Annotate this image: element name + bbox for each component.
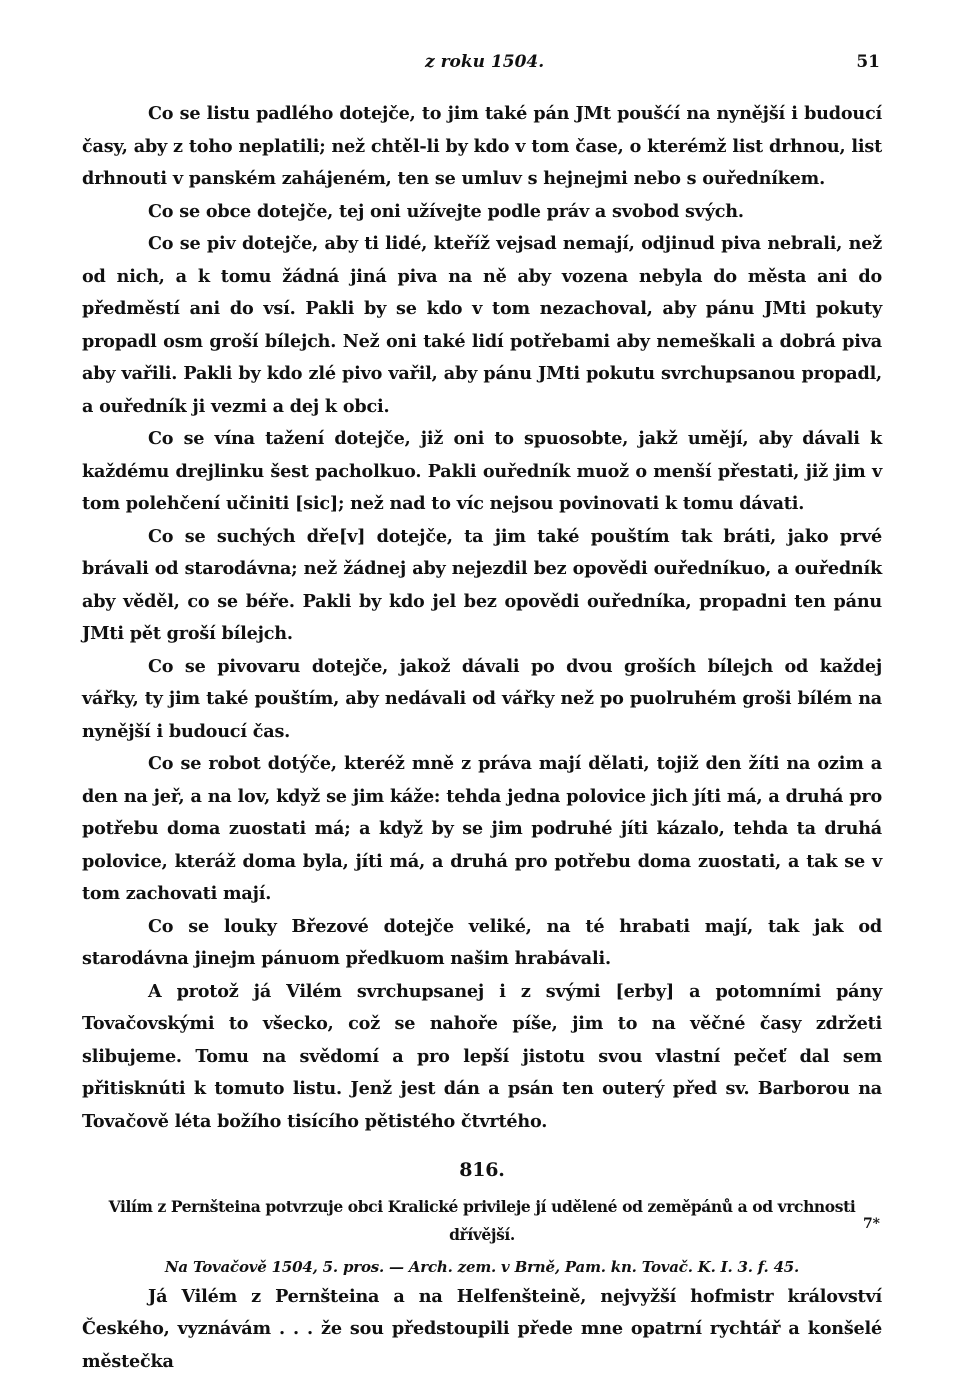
paragraph-suchych-drev: Co se suchých dře[v] dotejče, ta jim také pouštím tak bráti, jako prvé brávali od starodávna; než žádnej aby nejezdil bez opovědi ouředníkuo, a ouředník aby věděl, co se béře. Pakli by kdo jel bez opovědi ouředníka, propadni ten pánu JMti pět groší bílejch. bbox=[82, 521, 882, 651]
document-source: Na Tovačově 1504, 5. pros. — Arch. zem. v Brně, Pam. kn. Tovač. K. I. 3. f. 45. bbox=[82, 1253, 882, 1281]
document-regest: Vilím z Pernšteina potvrzuje obci Kralické privileje jí udělené od zeměpánů a od vrchnosti dřívější. bbox=[82, 1193, 882, 1249]
paragraph-listu-padleho: Co se listu padlého dotejče, to jim také pán JMt poušćí na nynější i budoucí časy, aby z toho neplatili; než chtěl-li by kdo v tom čase, o kterémž list drhnou, list drhnouti v panském zahájeném, ten se umluv s hejnejmi nebo s ouředníkem. bbox=[82, 98, 882, 196]
paragraph-pivovaru: Co se pivovaru dotejče, jakož dávali po dvou groších bílejch od každej vářky, ty jim také pouštím, aby nedávali od vářky než po puolruhém groši bílém na nynější i budoucí čas. bbox=[82, 651, 882, 749]
page-number: 51 bbox=[856, 52, 880, 72]
paragraph-louky: Co se louky Březové dotejče veliké, na té hrabati mají, tak jak od starodávna jinejm pánuom předkuom našim hrabávali. bbox=[82, 911, 882, 976]
document-number: 816. bbox=[82, 1154, 882, 1187]
running-title: z roku 1504. bbox=[425, 52, 544, 72]
running-head bbox=[0, 52, 960, 82]
body-text bbox=[82, 98, 882, 1378]
paragraph-obce: Co se obce dotejče, tej oni užívejte podle práv a svobod svých. bbox=[82, 196, 882, 229]
paragraph-robot: Co se robot dotýče, kteréž mně z práva mají dělati, tojiž den žíti na ozim a den na jeř, a na lov, když se jim káže: tehda jedna polovice jich jíti má, a druhá pro potřebu doma zuostati má; a když by se jim podruhé jíti kázalo, tehda ta druhá polovice, kteráž doma byla, jíti má, a druhá pro potřebu doma zuostati, a tak se v tom zachovati mají. bbox=[82, 748, 882, 911]
paragraph-piv: Co se piv dotejče, aby ti lidé, kteříž vejsad nemají, odjinud piva nebrali, než od nich, a k tomu žádná jiná piva na ně aby vozena nebyla do města ani do předměstí ani do vsí. Pakli by se kdo v tom nezachoval, aby pánu JMti pokuty propadl osm groší bílejch. Než oni také lidí potřebami aby nemeškali a dobrá piva aby vařili. Pakli by kdo zlé pivo vařil, aby pánu JMti pokutu svrchupsanou propadl, a ouředník ji vezmi a dej k obci. bbox=[82, 228, 882, 423]
paragraph-conclusion: A protož já Vilém svrchupsanej i z svými [erby] a potomními pány Tovačovskými to všecko, což se nahoře píše, jim to na věčné časy zdržeti slibujeme. Tomu na svědomí a pro lepší jistotu svou vlastní pečeť dal sem přitisknúti k tomuto listu. Jenž jest dán a psán ten outerý před sv. Barborou na Tovačově léta božího tisícího pětistého čtvrtého. bbox=[82, 976, 882, 1139]
signature-mark: 7* bbox=[863, 1216, 880, 1232]
paragraph-vina: Co se vína tažení dotejče, již oni to spuosobte, jakž umějí, aby dávali k každému drejlinku šest pacholkuo. Pakli ouředník muož o menší přestati, již jim v tom polehčení učiniti [sic]; než nad to víc nejsou povinovati k tomu dávati. bbox=[82, 423, 882, 521]
document-text: Já Vilém z Pernšteina a na Helfenšteině, nejvyžší hofmistr království Českého, vyznávám . . . že sou předstoupili přede mne opatrní rychtář a konšelé městečka bbox=[82, 1281, 882, 1378]
